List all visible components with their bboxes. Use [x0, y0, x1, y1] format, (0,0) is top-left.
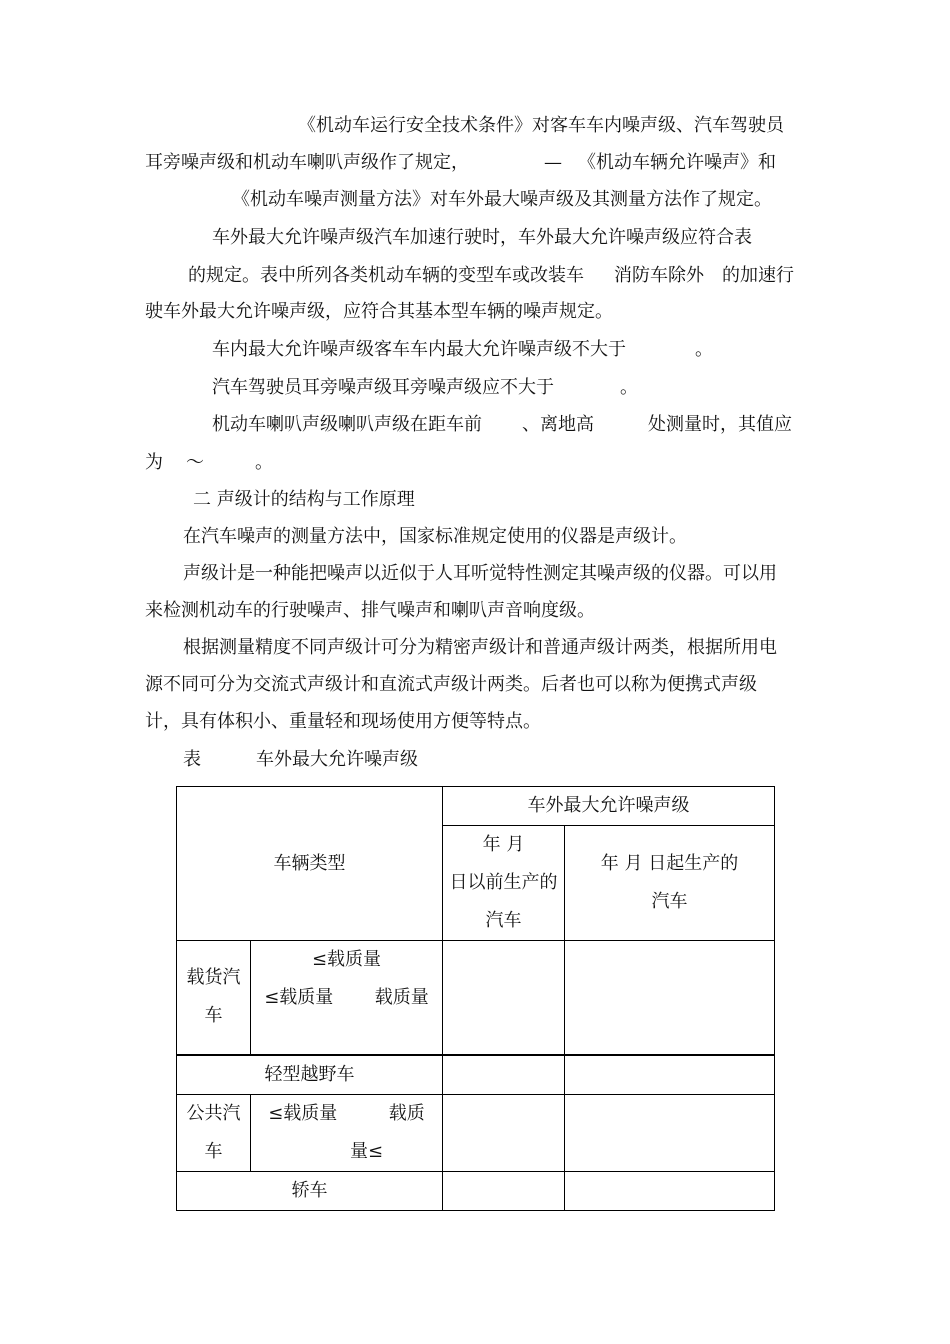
text-run: 表	[183, 749, 201, 770]
text-run: 消防车除外	[614, 265, 704, 286]
text-run: 在汽车噪声的测量方法中，国家标准规定使用的仪器是声级计。	[183, 526, 687, 547]
text-run: —	[544, 152, 562, 173]
sedan: 轿车	[177, 1171, 443, 1210]
bus-subtypes	[251, 1094, 443, 1171]
paragraph-5-line-2-b	[186, 451, 204, 475]
text-run: 。	[255, 452, 273, 473]
paragraph-5-line-1-c	[648, 413, 792, 437]
table-row	[177, 1094, 775, 1171]
text-run: 车外最大允许噪声级	[256, 749, 418, 770]
paragraph-5-line-2-c	[255, 451, 273, 475]
noise-limits-table	[176, 786, 775, 1211]
paragraph-8-line-1	[183, 636, 777, 660]
text-run: 汽车驾驶员耳旁噪声级耳旁噪声级应不大于	[212, 377, 554, 398]
text-run: 二 声级计的结构与工作原理	[193, 489, 415, 510]
light-offroad: 轻型越野车	[177, 1055, 443, 1095]
table-row	[177, 1055, 775, 1095]
truck-label-line-2: 车	[204, 1005, 223, 1027]
cell-empty	[443, 941, 565, 1055]
text-run: 。	[620, 377, 638, 398]
text-run: ～	[186, 452, 204, 473]
paragraph-2-line-3	[145, 300, 613, 324]
bus-label-line-1: 公共汽	[186, 1102, 241, 1124]
bus-label-line-2: 车	[204, 1140, 223, 1162]
text-run: 处测量时，其值应	[648, 414, 792, 435]
header-after-date	[565, 826, 775, 941]
cell-empty	[443, 1094, 565, 1171]
truck-subtypes	[251, 941, 443, 1055]
paragraph-4-end	[620, 376, 638, 400]
text-run: 车外最大允许噪声级汽车加速行驶时，车外最大允许噪声级应符合表	[212, 227, 752, 248]
table-row	[177, 941, 775, 1055]
header-before-date	[443, 826, 565, 941]
bus-sub-line-1-b: 载质	[388, 1102, 425, 1124]
text-run: 《机动车运行安全技术条件》对客车车内噪声级、汽车驾驶员	[298, 115, 784, 136]
paragraph-2-line-2	[188, 264, 584, 288]
table-caption-prefix	[183, 748, 201, 772]
cell-empty	[443, 1171, 565, 1210]
paragraph-1-line-3	[232, 188, 772, 212]
text-run: 的加速行	[722, 265, 794, 286]
paragraph-8-line-2	[145, 673, 757, 697]
paragraph-1-dash	[544, 151, 562, 175]
cell-empty	[565, 1094, 775, 1171]
paragraph-2-line-2-b	[614, 264, 704, 288]
text-run: 源不同可分为交流式声级计和直流式声级计两类。后者也可以称为便携式声级	[145, 674, 757, 695]
text-run: 。	[695, 339, 713, 360]
text-run: 《机动车噪声测量方法》对车外最大噪声级及其测量方法作了规定。	[232, 189, 772, 210]
bus-sub-line-1	[251, 1095, 442, 1133]
text-run: 机动车喇叭声级喇叭声级在距车前	[212, 414, 482, 435]
paragraph-3-end	[695, 338, 713, 362]
header-max-noise: 车外最大允许噪声级	[443, 787, 775, 826]
paragraph-5-line-1-b	[522, 413, 594, 437]
paragraph-2-line-1	[212, 226, 752, 250]
truck-sub-2-a: ≤载质量	[264, 987, 334, 1008]
table-row	[177, 1171, 775, 1210]
header-vehicle-type: 车辆类型	[177, 787, 443, 941]
paragraph-2-line-2-c	[722, 264, 794, 288]
text-run: 来检测机动车的行驶噪声、排气噪声和喇叭声音响度级。	[145, 600, 595, 621]
truck-sub-2-b: 载质量	[374, 987, 429, 1008]
text-run: 《机动车辆允许噪声》和	[578, 152, 776, 173]
text-run: 、离地高	[522, 414, 594, 435]
text-run: 为	[145, 452, 163, 473]
cell-empty	[565, 1055, 775, 1095]
truck-sub-1: ≤载质量	[311, 949, 382, 970]
paragraph-4	[212, 376, 554, 400]
paragraph-8-line-3	[145, 710, 541, 734]
bus-sub-line-2: 量≤	[349, 1140, 384, 1162]
header-before-line-2: 日以前生产的	[449, 872, 558, 893]
header-after-line-1: 年 月 日起生产的	[600, 853, 739, 874]
header-after-line-2: 汽车	[651, 891, 688, 912]
text-run: 声级计是一种能把噪声以近似于人耳听觉特性测定其噪声级的仪器。可以用	[183, 563, 777, 584]
truck-label-line-1: 载货汽	[186, 967, 241, 989]
text-run: 车内最大允许噪声级客车车内最大允许噪声级不大于	[212, 339, 626, 360]
table-row	[177, 787, 775, 826]
paragraph-1-line-1	[298, 114, 784, 138]
table-caption-title	[256, 748, 418, 772]
cell-empty	[565, 941, 775, 1055]
paragraph-5-line-1	[212, 413, 482, 437]
cell-empty	[443, 1055, 565, 1095]
header-before-line-3: 汽车	[485, 910, 522, 931]
paragraph-3	[212, 338, 626, 362]
header-before-line-1: 年 月	[482, 834, 525, 855]
bus-sub-line-1-a: ≤载质量	[268, 1102, 338, 1124]
text-run: 驶车外最大允许噪声级，应符合其基本型车辆的噪声规定。	[145, 301, 613, 322]
cell-empty	[565, 1171, 775, 1210]
paragraph-6	[183, 525, 687, 549]
text-run: 根据测量精度不同声级计可分为精密声级计和普通声级计两类，根据所用电	[183, 637, 777, 658]
bus-label	[177, 1094, 251, 1171]
paragraph-1-line-2	[145, 151, 469, 175]
text-run: 的规定。表中所列各类机动车辆的变型车或改装车	[188, 265, 584, 286]
section-heading	[193, 488, 415, 512]
text-run: 计，具有体积小、重量轻和现场使用方便等特点。	[145, 711, 541, 732]
paragraph-5-line-2-a	[145, 451, 163, 475]
paragraph-1-line-2-end	[578, 151, 776, 175]
truck-label	[177, 941, 251, 1055]
paragraph-7-line-1	[183, 562, 777, 586]
truck-sub-2	[251, 979, 442, 1017]
text-run: 耳旁噪声级和机动车喇叭声级作了规定，	[145, 152, 469, 173]
paragraph-7-line-2	[145, 599, 595, 623]
